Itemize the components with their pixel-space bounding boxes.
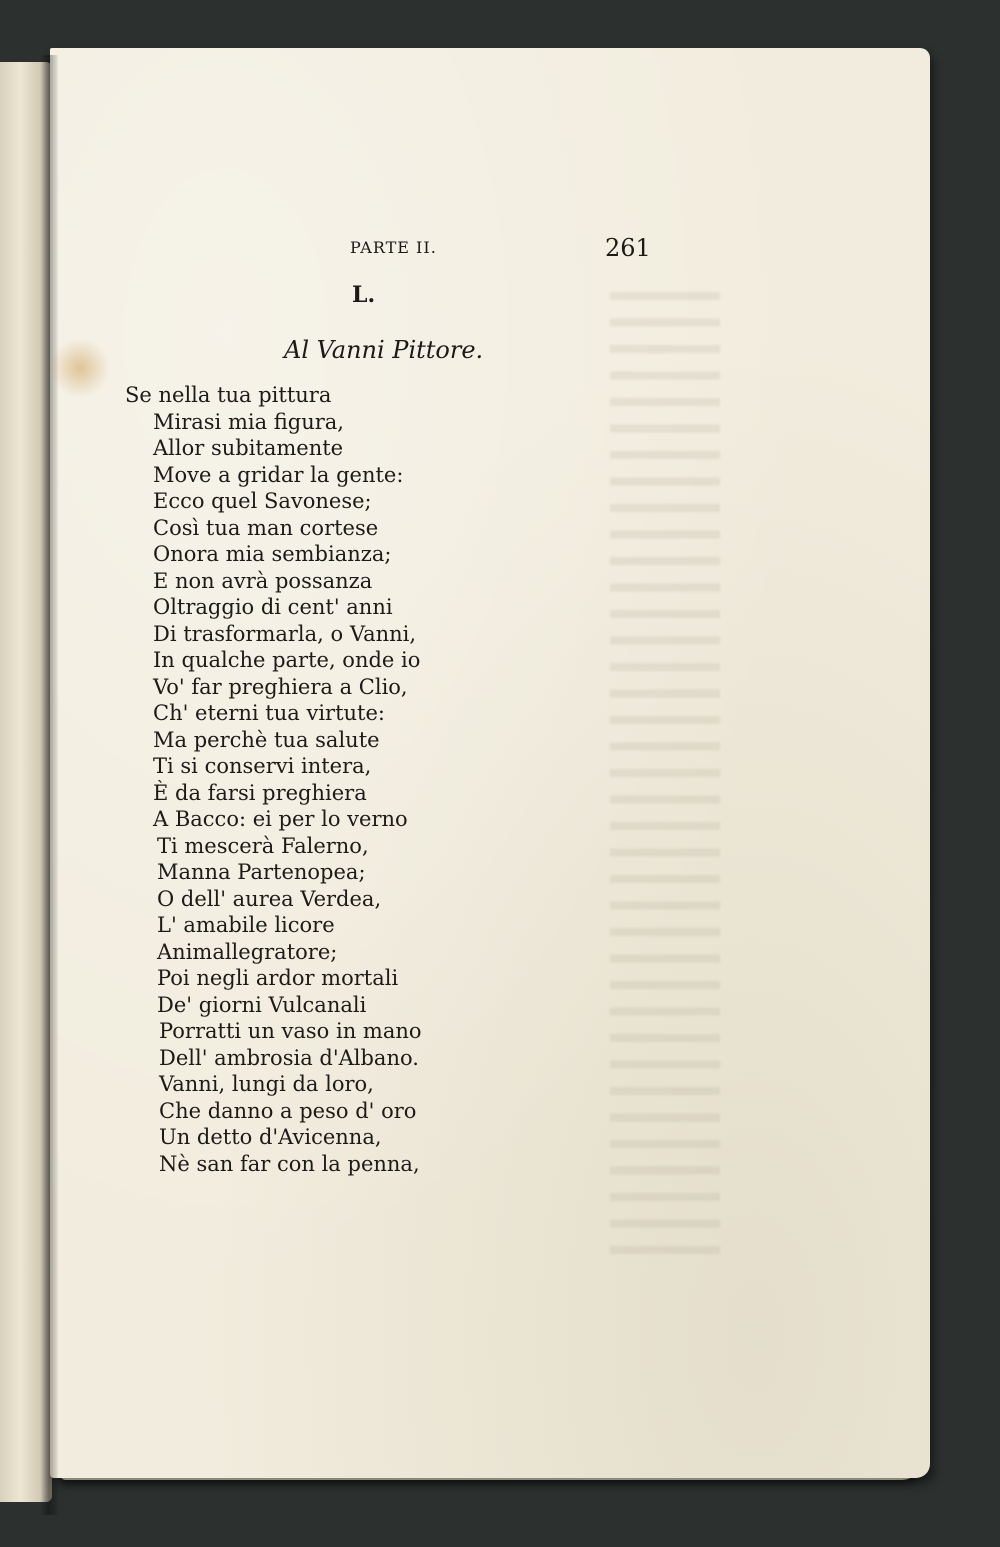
poem-title: Al Vanni Pittore. (284, 336, 484, 364)
poem-line: Ecco quel Savonese; (153, 489, 372, 513)
poem-line: Un detto d'Avicenna, (159, 1125, 382, 1149)
poem-body (125, 382, 545, 1177)
poem-line: Ti si conservi intera, (153, 754, 372, 778)
running-head: PARTE II. (350, 238, 437, 257)
poem-line: Di trasformarla, o Vanni, (153, 621, 417, 646)
poem-line: Ma perchè tua salute (153, 727, 380, 752)
poem-line: Mirasi mia figura, (153, 409, 344, 434)
poem-line: Ch' eterni tua virtute: (153, 701, 385, 725)
poem-line: È da farsi preghiera (153, 780, 367, 805)
paper-stain (50, 338, 110, 398)
spine-shadow (40, 55, 58, 1515)
page-header (340, 234, 660, 264)
section-number: L. (352, 282, 376, 308)
poem-line: A Bacco: ei per lo verno (153, 807, 408, 831)
poem-line: Onora mia sembianza; (153, 542, 392, 566)
poem-line: Animallegratore; (157, 939, 338, 964)
poem-line: In qualche parte, onde io (153, 648, 421, 672)
show-through-text (610, 278, 720, 1258)
poem-line: De' giorni Vulcanali (157, 992, 367, 1017)
poem-line: Vo' far preghiera a Clio, (153, 674, 408, 699)
poem-line: Oltraggio di cent' anni (153, 595, 393, 619)
poem-line: Allor subitamente (153, 436, 344, 460)
poem-line: L' amabile licore (157, 913, 335, 937)
poem-line: Se nella tua pittura (125, 383, 332, 407)
poem-line: Così tua man cortese (153, 515, 379, 540)
poem-line: Ti mescerà Falerno, (157, 833, 369, 858)
poem-line: Poi negli ardor mortali (157, 966, 399, 990)
page-number: 261 (605, 234, 651, 262)
poem-line: Dell' ambrosia d'Albano. (159, 1045, 419, 1070)
poem-line: Che danno a peso d' oro (159, 1098, 417, 1123)
poem-line: E non avrà possanza (153, 568, 373, 593)
poem-line: Move a gridar la gente: (153, 462, 404, 487)
poem-line: Manna Partenopea; (157, 860, 366, 884)
poem-line: Porratti un vaso in mano (159, 1019, 422, 1043)
poem-line: Nè san far con la penna, (159, 1151, 420, 1176)
poem-line: O dell' aurea Verdea, (157, 886, 382, 911)
poem-line: Vanni, lungi da loro, (159, 1072, 374, 1096)
